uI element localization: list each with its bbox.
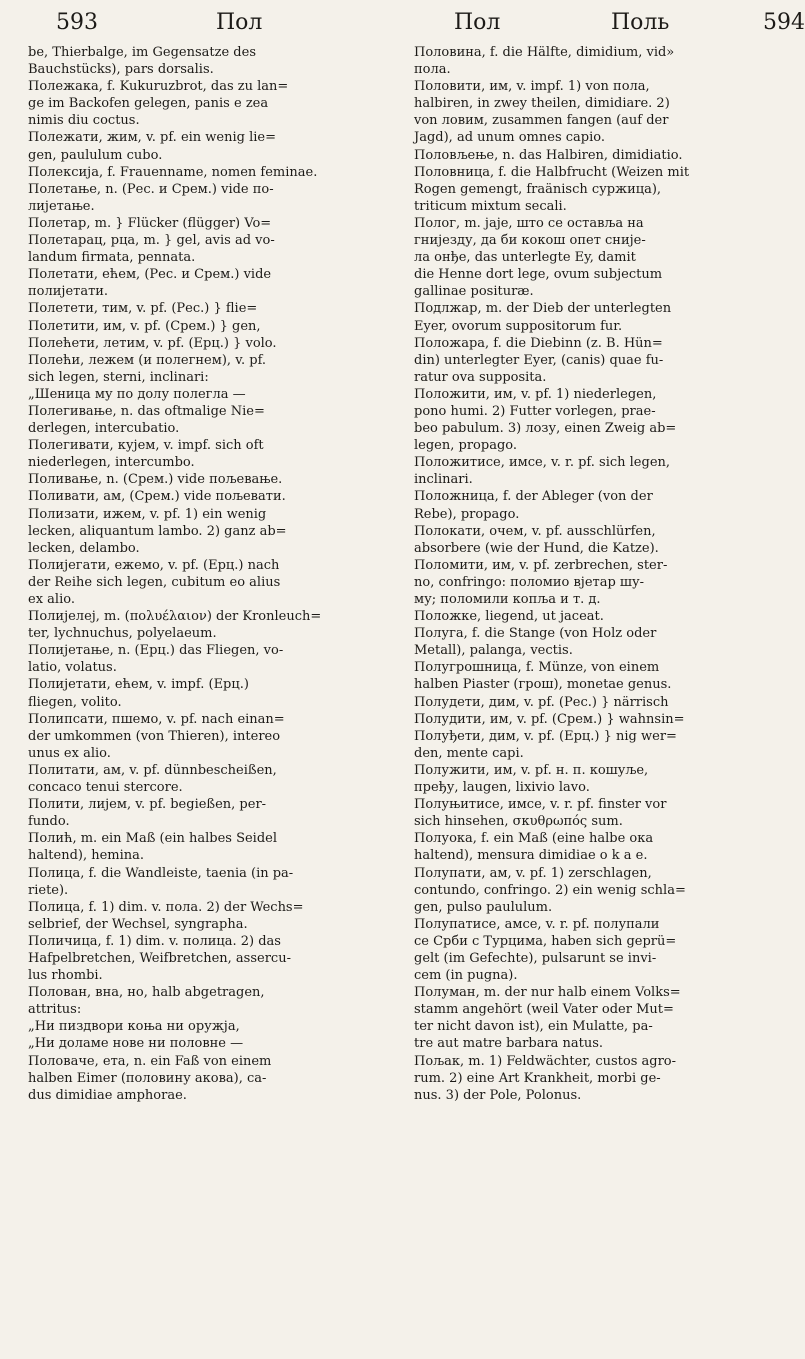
entry-line: Полексија, f. Frauenname, nomen feminae. <box>28 164 318 180</box>
entry-line: unus ex alio. <box>28 745 111 761</box>
entry-line: Полупати, ам, v. pf. 1) zerschlagen, <box>414 865 652 881</box>
entry-line: Полетар, m. } Flücker (flügger) Vo= <box>28 215 272 231</box>
entry-line: Полудети, дим, v. pf. (Рес.) } närrisch <box>414 694 669 710</box>
entry-line: gelt (im Gefechte), pulsarunt se invi- <box>414 950 657 966</box>
entry-line: Полијетање, n. (Ерц.) das Fliegen, vo- <box>28 643 284 659</box>
entry-line: Полећи, лежем (и полегнем), v. pf. <box>28 352 267 368</box>
entry-line: absorbere (wie der Hund, die Katze). <box>414 540 659 556</box>
entry-line: stamm angehört (weil Vater oder Mut= <box>414 1002 674 1018</box>
entry-line: nimis diu coctus. <box>28 113 140 129</box>
dictionary-entry <box>414 659 778 693</box>
entry-line: haltend), hemina. <box>28 848 145 864</box>
dictionary-entry <box>28 488 383 505</box>
entry-line: се Срби с Турцима, haben sich geprü= <box>414 933 677 949</box>
entry-line: der umkommen (von Thieren), intereo <box>28 728 281 744</box>
entry-line: Полуга, f. die Stange (von Holz oder <box>414 626 657 642</box>
dictionary-entry <box>28 437 383 471</box>
entry-line: пређу, laugen, lixivio lavo. <box>414 780 590 796</box>
entry-line: din) unterlegter Eyer, (canis) quae fu- <box>414 352 664 368</box>
entry-line: Полипсати, пшемо, v. pf. nach einan= <box>28 711 285 727</box>
entry-line: sich legen, sterni, inclinari: <box>28 369 209 385</box>
dictionary-entry <box>414 215 778 300</box>
entry-line: sich hinsehen, σκυθρωπός sum. <box>414 814 623 830</box>
entry-line: Полизати, ижем, v. pf. 1) ein wenig <box>28 506 267 522</box>
entry-line: be, Thierbalge, im Gegensatze des <box>28 45 256 60</box>
entry-line: gen, pulso paululum. <box>414 899 553 915</box>
entry-line: Полегивати, кујем, v. impf. sich oft <box>28 438 264 454</box>
dictionary-entry <box>414 454 778 488</box>
dictionary-entry <box>28 984 383 1052</box>
entry-line: Полетети, тим, v. pf. (Рес.) } flie= <box>28 301 258 317</box>
dictionary-entry <box>28 266 383 300</box>
entry-line: pono humi. 2) Futter vorlegen, prae- <box>414 403 656 419</box>
entry-line: Полећети, летим, v. pf. (Ерц.) } volo. <box>28 335 277 351</box>
entry-line: Rebe), propago. <box>414 506 520 522</box>
entry-line: Полуока, f. ein Maß (eine halbe ока <box>414 831 654 847</box>
entry-line: tre aut matre barbara natus. <box>414 1036 604 1052</box>
page-header <box>28 0 805 44</box>
entry-line: fliegen, volito. <box>28 694 122 710</box>
entry-line: пола. <box>414 62 451 78</box>
entry-line: Eyer, ovorum suppositorum fur. <box>414 318 623 334</box>
running-headword-right-first: Пол <box>454 10 501 35</box>
dictionary-entry <box>28 1053 383 1104</box>
entry-line: Полован, вна, но, halb abgetragen, <box>28 985 265 1001</box>
dictionary-entry <box>28 129 383 163</box>
dictionary-entry <box>414 796 778 830</box>
entry-line: Rogen gemengt, fraänisch суржица), <box>414 181 662 197</box>
entry-line: legen, propago. <box>414 438 517 454</box>
entry-line: Полијетати, ећем, v. impf. (Ерц.) <box>28 677 249 693</box>
entry-line: Полуђети, дим, v. pf. (Ерц.) } nig wer= <box>414 728 677 744</box>
entry-line: halben Eimer (половину акова), ca- <box>28 1070 267 1086</box>
entry-line: von ловим, zusammen fangen (auf der <box>414 113 669 129</box>
dictionary-entry <box>28 762 383 796</box>
entry-line: ла онђе, das unterlegte Ey, damit <box>414 250 636 266</box>
entry-line: „Ни пиздвори коња ни оружја, <box>28 1019 240 1035</box>
entry-line: лијетање. <box>28 198 95 214</box>
entry-line: Полити, лијем, v. pf. begießen, per- <box>28 797 267 813</box>
dictionary-entry <box>28 830 383 864</box>
entry-line: Поличица, f. 1) dim. v. полица. 2) das <box>28 933 281 949</box>
dictionary-entry <box>414 608 778 625</box>
dictionary-entry <box>28 471 383 488</box>
entry-line: riete). <box>28 882 69 898</box>
entry-line: Политати, ам, v. pf. dünnbescheißen, <box>28 762 277 778</box>
entry-line: lecken, delambo. <box>28 540 140 556</box>
dictionary-entry <box>28 164 383 181</box>
entry-line: ge im Backofen gelegen, panis e zea <box>28 96 269 112</box>
dictionary-entry <box>28 676 383 710</box>
entry-line: lus rhombi. <box>28 968 103 984</box>
running-headword-right-last: Поль <box>611 10 670 35</box>
entry-line: Полетити, им, v. pf. (Срем.) } gen, <box>28 318 261 334</box>
dictionary-entry <box>414 762 778 796</box>
entry-line: Положке, liegend, ut jaceat. <box>414 609 604 625</box>
left-column <box>28 44 383 1104</box>
dictionary-entry <box>414 557 778 608</box>
entry-line: Полупатисе, амсе, v. r. pf. полупали <box>414 916 660 932</box>
dictionary-entry <box>414 625 778 659</box>
entry-line: lecken, aliquantum lambo. 2) ganz ab= <box>28 523 287 539</box>
dictionary-entry <box>414 488 778 522</box>
dictionary-entry <box>28 933 383 984</box>
dictionary-entry <box>28 796 383 830</box>
entry-line: Половница, f. die Halbfrucht (Weizen mit <box>414 164 690 180</box>
dictionary-entry <box>28 899 383 933</box>
dictionary-entry <box>414 523 778 557</box>
dictionary-entry <box>414 830 778 864</box>
entry-line: Полетати, ећем, (Рес. и Срем.) vide <box>28 267 272 283</box>
entry-line: полијетати. <box>28 284 109 300</box>
entry-line: niederlegen, intercumbo. <box>28 455 195 471</box>
entry-line: Половити, им, v. impf. 1) von пола, <box>414 79 650 95</box>
entry-line: den, mente capi. <box>414 745 524 761</box>
entry-line: Пољак, m. 1) Feldwächter, custos agro- <box>414 1053 676 1069</box>
page-number-right: 594 <box>763 10 805 35</box>
running-headword-left: Пол <box>216 10 263 35</box>
entry-line: Полугрошница, f. Münze, von einem <box>414 660 660 676</box>
entry-line: selbrief, der Wechsel, syngrapha. <box>28 916 248 932</box>
dictionary-entry <box>414 44 778 78</box>
dictionary-entry <box>28 300 383 351</box>
entry-line: Полокати, очем, v. pf. ausschlürfen, <box>414 523 656 539</box>
entry-line: inclinari. <box>414 472 473 488</box>
entry-line: Поломити, им, v. pf. zerbrechen, ster- <box>414 557 668 573</box>
entry-line: Полуман, m. der nur halb einem Volks= <box>414 985 681 1001</box>
entry-line: der Reihe sich legen, cubitum eo alius <box>28 574 281 590</box>
dictionary-entry <box>28 181 383 215</box>
entry-line: die Henne dort lege, ovum subjectum <box>414 267 663 283</box>
entry-line: Половина, f. die Hälfte, dimidium, vid» <box>414 45 675 60</box>
dictionary-entry <box>28 711 383 762</box>
entry-line: Половаче, ета, n. ein Faß von einem <box>28 1053 272 1069</box>
entry-line: fundo. <box>28 814 70 830</box>
entry-line: Полуњитисе, имсе, v. r. pf. finster vor <box>414 797 667 813</box>
dictionary-entry <box>414 300 778 334</box>
entry-line: halbiren, in zwey theilen, dimidiare. 2) <box>414 96 670 112</box>
entry-line: Поливати, ам, (Срем.) vide пољевати. <box>28 489 286 505</box>
dictionary-entry <box>28 403 383 437</box>
dictionary-entry <box>28 44 383 78</box>
dictionary-entry <box>414 386 778 454</box>
dictionary-entry <box>28 78 383 129</box>
entry-line: Полица, f. die Wandleiste, taenia (in pa- <box>28 865 294 881</box>
dictionary-entry <box>414 1053 778 1104</box>
dictionary-entry <box>414 164 778 215</box>
dictionary-entry <box>414 865 778 916</box>
entry-line: nus. 3) der Pole, Polonus. <box>414 1087 582 1103</box>
dictionary-entry <box>28 506 383 557</box>
dictionary-entry <box>28 557 383 608</box>
entry-line: Полежати, жим, v. pf. ein wenig lie= <box>28 130 277 146</box>
entry-line: Hafpelbretchen, Weifbretchen, assercu- <box>28 950 291 966</box>
entry-line: „Шеница му по долу полегла — <box>28 386 246 402</box>
entry-line: haltend), mensura dimidiae o k a e. <box>414 848 648 864</box>
dictionary-entry <box>414 147 778 164</box>
entry-line: Положитисе, имсе, v. r. pf. sich legen, <box>414 455 671 471</box>
entry-line: cem (in pugna). <box>414 968 518 984</box>
dictionary-entry <box>28 642 383 676</box>
entry-line: rum. 2) eine Art Krankheit, morbi ge- <box>414 1070 661 1086</box>
entry-line: halben Piaster (грош), monetae genus. <box>414 677 672 693</box>
entry-line: concaco tenui stercore. <box>28 780 183 796</box>
entry-line: му; поломили копља и т. д. <box>414 592 601 607</box>
entry-line: Подлжар, m. der Dieb der unterlegten <box>414 301 672 317</box>
entry-line: dus dimidiae amphorae. <box>28 1087 187 1103</box>
entry-line: Поливање, n. (Срем.) vide пољевање. <box>28 472 283 488</box>
entry-line: Полијегати, ежемо, v. pf. (Ерц.) nach <box>28 557 280 573</box>
dictionary-entry <box>414 694 778 762</box>
entry-line: Полић, m. ein Maß (ein halbes Seidel <box>28 831 278 847</box>
entry-line: „Ни доламе нове ни половне — <box>28 1036 244 1052</box>
entry-line: Положница, f. der Ableger (von der <box>414 489 653 505</box>
entry-line: ter nicht davon ist), ein Mulatte, pa- <box>414 1019 653 1035</box>
entry-line: ex alio. <box>28 592 75 607</box>
page-number-left: 593 <box>56 10 98 35</box>
entry-line: latio, volatus. <box>28 660 117 676</box>
entry-line: Полица, f. 1) dim. v. пола. 2) der Wechs= <box>28 899 304 915</box>
entry-line: landum firmata, pennata. <box>28 250 196 266</box>
right-column <box>414 44 778 1104</box>
entry-line: Полужити, им, v. pf. н. п. кошуље, <box>414 762 649 778</box>
dictionary-entry <box>414 78 778 146</box>
entry-line: Полијелеј, m. (πολυέλαιον) der Kronleuch= <box>28 609 322 625</box>
dictionary-entry <box>28 608 383 642</box>
entry-line: Полетарац, рца, m. } gel, avis ad vo- <box>28 233 275 249</box>
entry-line: Bauchstücks), pars dorsalis. <box>28 62 214 78</box>
entry-line: gallinae posituræ. <box>414 284 534 300</box>
entry-line: triticum mixtum secali. <box>414 198 567 214</box>
entry-line: Полог, m. jaje, што се оставља на <box>414 215 644 231</box>
dictionary-entry <box>28 865 383 899</box>
entry-line: derlegen, intercubatio. <box>28 421 180 437</box>
dictionary-entry <box>414 916 778 984</box>
entry-line: beo pabulum. 3) лозу, einen Zweig ab= <box>414 421 677 437</box>
entry-line: Полетање, n. (Рес. и Срем.) vide по- <box>28 181 274 197</box>
dictionary-entry <box>28 352 383 403</box>
entry-line: Полегивање, n. das oftmalige Nie= <box>28 403 265 419</box>
entry-line: contundo, confringo. 2) ein wenig schla= <box>414 882 686 898</box>
entry-line: Metall), palanga, vectis. <box>414 643 573 659</box>
dictionary-entry <box>414 984 778 1052</box>
text-columns <box>28 44 778 1104</box>
entry-line: гнијезду, да би кокош опет сније- <box>414 233 646 249</box>
entry-line: gen, paululum cubo. <box>28 147 163 163</box>
entry-line: Полежака, f. Kukuruzbrot, das zu lan= <box>28 79 289 95</box>
entry-line: Полудити, им, v. pf. (Срем.) } wahnsin= <box>414 711 685 727</box>
entry-line: attritus: <box>28 1002 82 1018</box>
entry-line: Половљење, n. das Halbiren, dimidiatio. <box>414 147 683 163</box>
entry-line: ter, lychnuchus, polyelaeum. <box>28 626 217 642</box>
entry-line: ratur ova supposita. <box>414 369 547 385</box>
dictionary-entry <box>28 215 383 266</box>
entry-line: Jagd), ad unum omnes capio. <box>414 130 605 146</box>
entry-line: Положити, им, v. pf. 1) niederlegen, <box>414 386 657 402</box>
entry-line: no, confringo: поломио вјетар шу- <box>414 574 645 590</box>
dictionary-entry <box>414 335 778 386</box>
entry-line: Положара, f. die Diebinn (z. B. Hün= <box>414 335 663 351</box>
